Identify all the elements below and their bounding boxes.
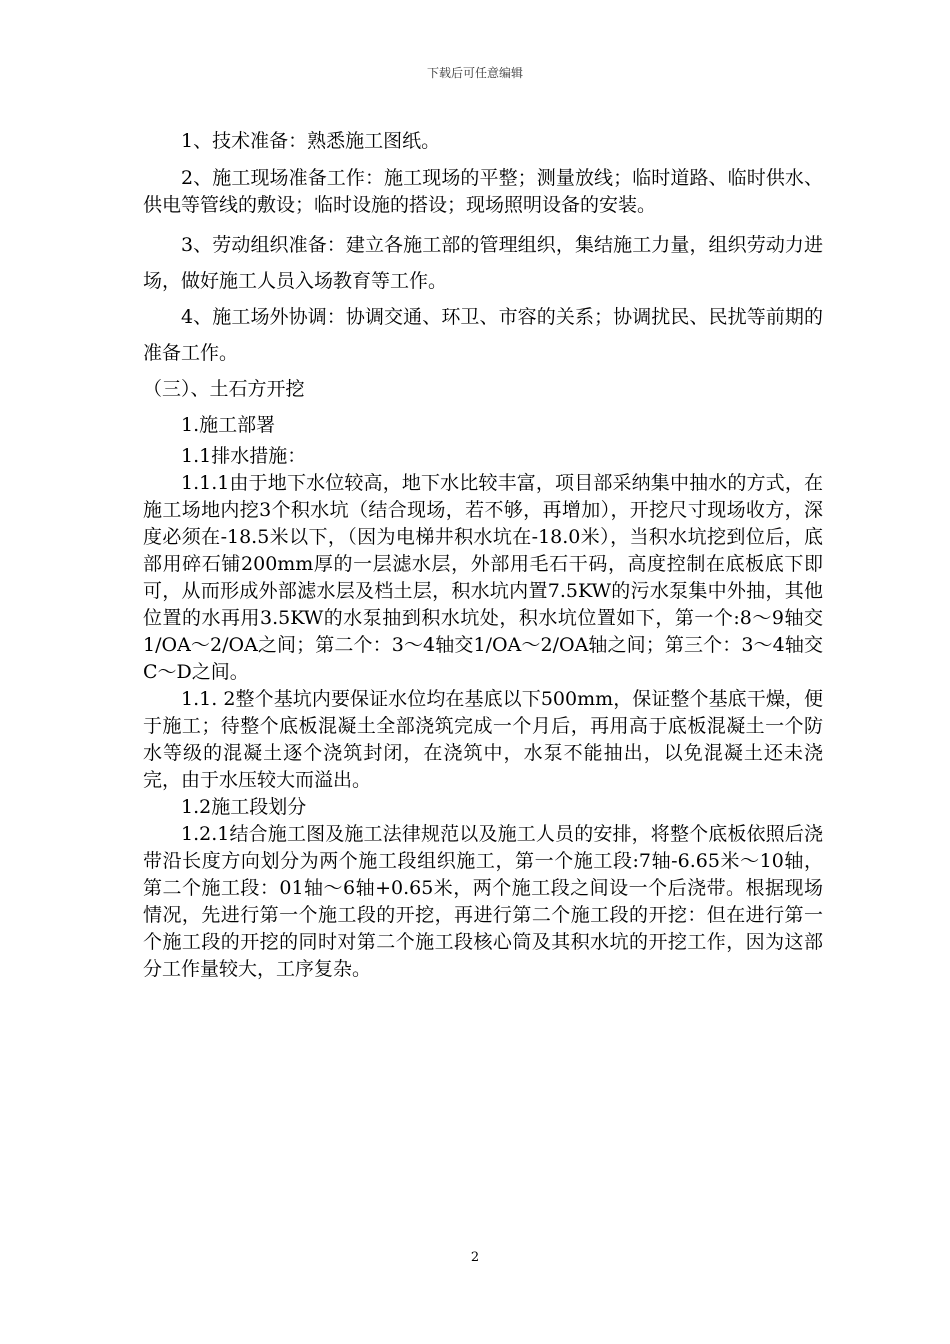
document-body <box>143 128 823 983</box>
subheading-section-division: 1.2施工段划分 <box>181 796 307 818</box>
page-number: 2 <box>470 1250 480 1265</box>
paragraph-labor-organization: 3、劳动组织准备：建立各施工部的管理组织，集结施工力量，组织劳动力进场，做好施工人员入场教育等工作。 <box>143 234 823 292</box>
section-heading-earthwork: （三）、土石方开挖 <box>143 378 305 400</box>
paragraph-section-division-1-2-1: 1.2.1结合施工图及施工法律规范以及施工人员的安排，将整个底板依照后浇带沿长度方向划分为两个施工段组织施工，第一个施工段:7轴-6.65米～10轴，第二个施工段：01轴～6轴+0.65米，两个施工段之间设一个后浇带。根据现场情况，先进行第一个施工段的开挖，再进行第二个施工段的开挖：但在进行第一个施工段的开挖的同时对第二个施工段核心筒及其积水坑的开挖工作，因为这部分工作量较大，工序复杂。 <box>143 823 823 980</box>
subheading-construction-deployment: 1.施工部署 <box>181 414 276 436</box>
paragraph-offsite-coordination: 4、施工场外协调：协调交通、环卫、市容的关系；协调扰民、民扰等前期的准备工作。 <box>143 306 823 364</box>
paragraph-drainage-1-1-2: 1.1. 2整个基坑内要保证水位均在基底以下500mm，保证整个基底干燥，便于施工；待整个底板混凝土全部浇筑完成一个月后，再用高于底板混凝土一个防水等级的混凝土逐个浇筑封闭，在浇筑中，水泵不能抽出，以免混凝土还未浇完，由于水压较大而溢出。 <box>143 688 823 791</box>
page-header: 下载后可任意编辑 <box>426 66 523 80</box>
paragraph-technical-preparation: 1、技术准备：熟悉施工图纸。 <box>181 130 441 152</box>
subheading-drainage-measures: 1.1排水措施： <box>181 445 307 467</box>
paragraph-site-preparation: 2、施工现场准备工作：施工现场的平整；测量放线；临时道路、临时供水、供电等管线的敷设；临时设施的搭设；现场照明设备的安装。 <box>143 167 823 216</box>
paragraph-drainage-1-1-1: 1.1.1由于地下水位较高，地下水比较丰富，项目部采纳集中抽水的方式，在施工场地内挖3个积水坑（结合现场，若不够，再增加），开挖尺寸现场收方，深度必须在-18.5米以下，（因为电梯井积水坑在-18.0米），当积水坑挖到位后，底部用碎石铺200mm厚的一层滤水层，外部用毛石干码，高度控制在底板底下即可，从而形成外部滤水层及档土层，积水坑内置7.5KW的污水泵集中外抽，其他位置的水再用3.5KW的水泵抽到积水坑处，积水坑位置如下，第一个:8～9轴交1/OA～2/OA之间；第二个：3～4轴交1/OA～2/OA轴之间；第三个：3～4轴交C～D之间。 <box>143 472 823 683</box>
